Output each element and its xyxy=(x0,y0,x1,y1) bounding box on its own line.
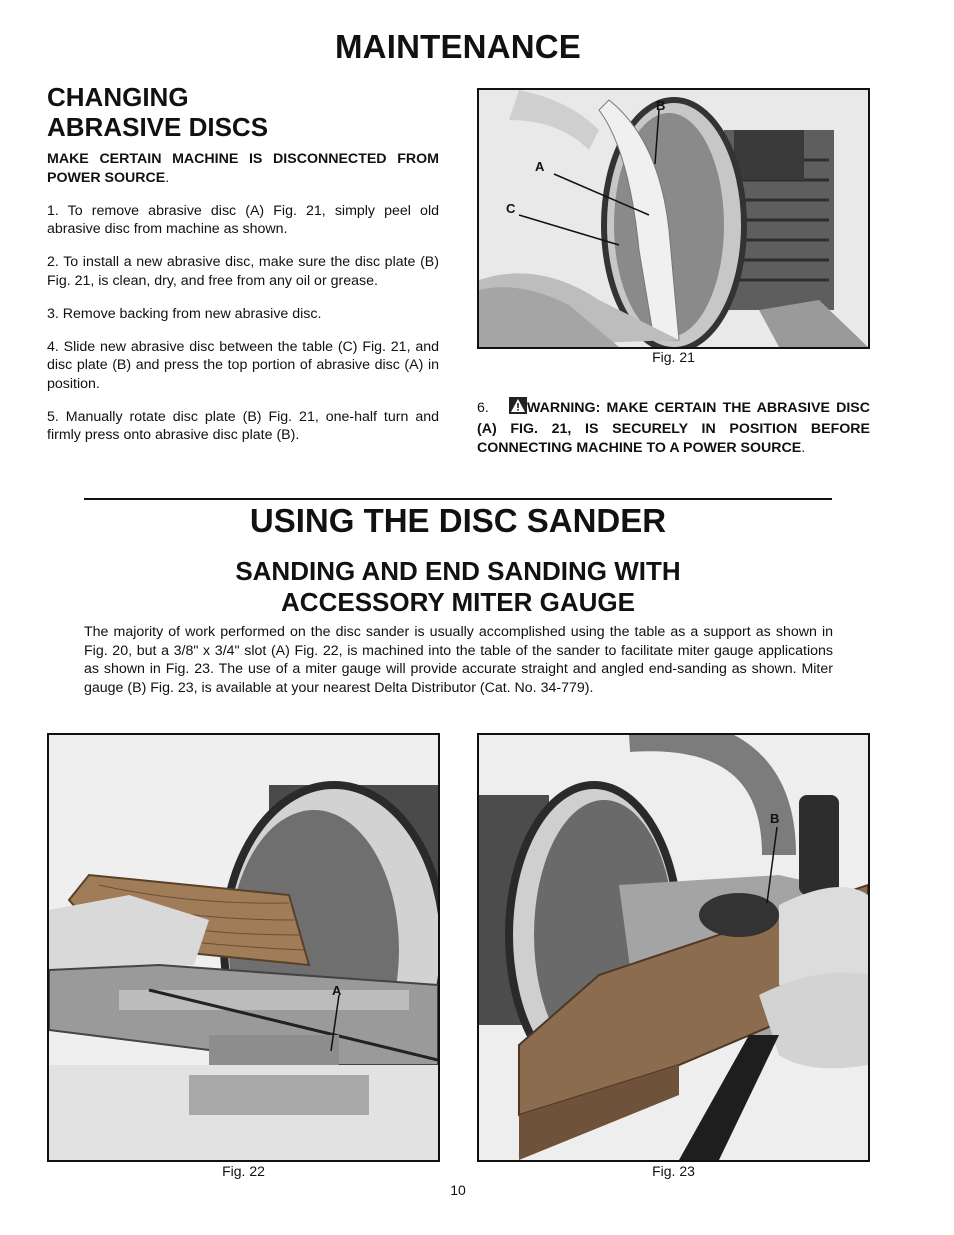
callout-a: A xyxy=(535,159,545,174)
heading-line: ACCESSORY MITER GAUGE xyxy=(281,587,635,617)
figure-22-photo xyxy=(47,733,440,1162)
section-divider xyxy=(84,498,832,500)
heading-line: CHANGING xyxy=(47,82,189,112)
step-4: 4. Slide new abrasive disc between the table (C) Fig. 21, and disc plate (B) and press the top portion of abrasive disc (A) in position. xyxy=(47,338,439,392)
warning-number: 6. xyxy=(477,400,489,416)
section-heading-changing-discs xyxy=(47,82,268,142)
disc-sander-table-illustration xyxy=(49,735,438,1160)
figure-22-caption: Fig. 22 xyxy=(222,1163,265,1179)
step-5: 5. Manually rotate disc plate (B) Fig. 21, one-half turn and firmly press onto abrasive disc plate (B). xyxy=(47,408,439,443)
step-3: 3. Remove backing from new abrasive disc. xyxy=(47,305,322,322)
callout-c: C xyxy=(506,201,516,216)
warning-text: WARNING: MAKE CERTAIN THE ABRASIVE DISC (A) FIG. 21, IS SECURELY IN POSITION BEFORE CONNECTING MACHINE TO A POWER SOURCE xyxy=(477,400,870,456)
page-title: MAINTENANCE xyxy=(334,28,582,65)
miter-gauge-illustration xyxy=(479,735,868,1160)
figure-23-caption: Fig. 23 xyxy=(652,1163,695,1179)
step-2: 2. To install a new abrasive disc, make sure the disc plate (B) Fig. 21, is clean, dry, and free from any oil or grease. xyxy=(47,254,439,289)
caution-text: MAKE CERTAIN MACHINE IS DISCONNECTED FROM POWER SOURCE xyxy=(47,151,439,186)
caution-end: . xyxy=(165,169,170,186)
callout-b: B xyxy=(770,811,780,826)
warning-paragraph xyxy=(477,397,870,458)
heading-line: ABRASIVE DISCS xyxy=(47,112,269,142)
section-heading-disc-sander: USING THE DISC SANDER xyxy=(249,502,667,539)
subsection-heading-miter-gauge xyxy=(0,556,916,618)
figure-23-photo xyxy=(477,733,870,1162)
step-1: 1. To remove abrasive disc (A) Fig. 21, simply peel old abrasive disc from machine as shown. xyxy=(47,202,439,237)
instructions-column xyxy=(47,150,439,459)
page-number: 10 xyxy=(450,1182,466,1198)
disc-peel-illustration xyxy=(479,90,868,347)
callout-a: A xyxy=(332,983,342,998)
warning-end: . xyxy=(801,440,806,456)
figure-21-photo xyxy=(477,88,870,349)
callout-b: B xyxy=(656,98,666,113)
caution-paragraph xyxy=(47,150,439,187)
heading-line: SANDING AND END SANDING WITH xyxy=(235,556,681,586)
warning-triangle-icon xyxy=(509,397,527,420)
figure-21-caption: Fig. 21 xyxy=(652,349,695,365)
miter-gauge-paragraph: The majority of work performed on the disc sander is usually accomplished using the table as a support as shown in Fig. 20, but a 3/8" x 3/4" slot (A) Fig. 22, is machined into the table of the sander to facilitate miter gauge applications as shown in Fig. 23. The use of a miter gauge will provide accurate straight and angled end-sanding as shown. Miter gauge (B) Fig. 23, is available at your nearest Delta Distributor (Cat. No. 34-779). xyxy=(84,624,833,696)
